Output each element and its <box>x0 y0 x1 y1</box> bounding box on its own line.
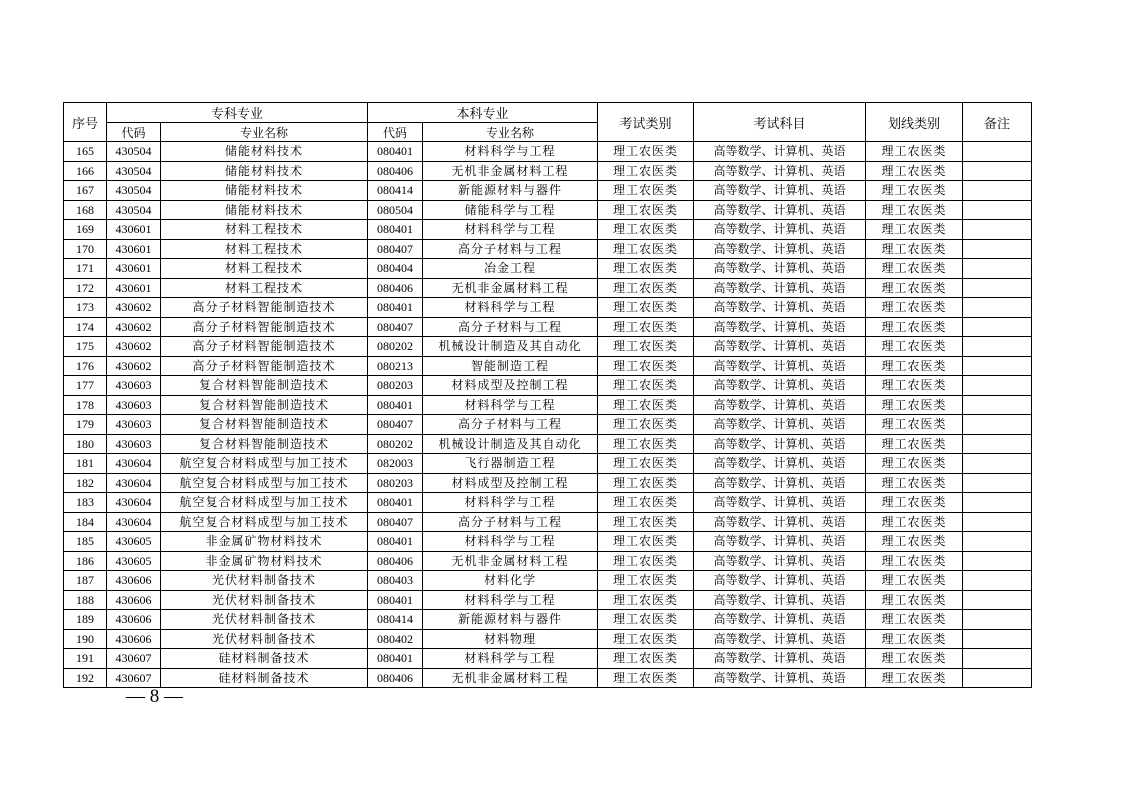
table-row <box>64 551 1032 571</box>
cell-zhuanke-name: 材料工程技术 <box>161 239 368 259</box>
cell-cutoff-category: 理工农医类 <box>866 220 963 240</box>
cell-cutoff-category: 理工农医类 <box>866 278 963 298</box>
cell-exam-subjects: 高等数学、计算机、英语 <box>694 532 866 552</box>
cell-exam-category: 理工农医类 <box>598 395 694 415</box>
cell-cutoff-category: 理工农医类 <box>866 512 963 532</box>
cell-cutoff-category: 理工农医类 <box>866 376 963 396</box>
cell-exam-category: 理工农医类 <box>598 220 694 240</box>
cell-exam-category: 理工农医类 <box>598 356 694 376</box>
cell-zhuanke-code: 430604 <box>107 454 161 474</box>
table-row <box>64 532 1032 552</box>
cell-exam-subjects: 高等数学、计算机、英语 <box>694 356 866 376</box>
cell-exam-category: 理工农医类 <box>598 298 694 318</box>
cell-exam-subjects: 高等数学、计算机、英语 <box>694 590 866 610</box>
cell-zhuanke-name: 储能材料技术 <box>161 161 368 181</box>
cell-remark <box>963 181 1032 201</box>
cell-benke-name: 材料科学与工程 <box>423 590 598 610</box>
cell-seq: 172 <box>64 278 107 298</box>
cell-remark <box>963 200 1032 220</box>
cell-zhuanke-code: 430604 <box>107 473 161 493</box>
cell-seq: 182 <box>64 473 107 493</box>
cell-zhuanke-code: 430601 <box>107 220 161 240</box>
cell-remark <box>963 337 1032 357</box>
cell-remark <box>963 298 1032 318</box>
cell-benke-code: 080406 <box>368 668 423 688</box>
cell-zhuanke-code: 430604 <box>107 493 161 513</box>
cell-cutoff-category: 理工农医类 <box>866 395 963 415</box>
cell-benke-code: 080414 <box>368 610 423 630</box>
cell-seq: 168 <box>64 200 107 220</box>
cell-exam-category: 理工农医类 <box>598 181 694 201</box>
cell-remark <box>963 278 1032 298</box>
cell-remark <box>963 512 1032 532</box>
cell-zhuanke-code: 430605 <box>107 532 161 552</box>
cell-exam-subjects: 高等数学、计算机、英语 <box>694 376 866 396</box>
cell-remark <box>963 473 1032 493</box>
table-row <box>64 473 1032 493</box>
cell-remark <box>963 142 1032 162</box>
header-benke-group: 本科专业 <box>368 103 598 123</box>
cell-remark <box>963 220 1032 240</box>
cell-exam-subjects: 高等数学、计算机、英语 <box>694 512 866 532</box>
cell-benke-name: 无机非金属材料工程 <box>423 668 598 688</box>
cell-exam-category: 理工农医类 <box>598 454 694 474</box>
cell-zhuanke-code: 430603 <box>107 434 161 454</box>
cell-zhuanke-name: 复合材料智能制造技术 <box>161 376 368 396</box>
cell-exam-category: 理工农医类 <box>598 649 694 669</box>
cell-zhuanke-code: 430504 <box>107 200 161 220</box>
cell-zhuanke-name: 硅材料制备技术 <box>161 668 368 688</box>
cell-benke-code: 080401 <box>368 142 423 162</box>
table-row <box>64 161 1032 181</box>
cell-exam-subjects: 高等数学、计算机、英语 <box>694 473 866 493</box>
cell-remark <box>963 532 1032 552</box>
table-row <box>64 493 1032 513</box>
table-row <box>64 454 1032 474</box>
cell-zhuanke-name: 航空复合材料成型与加工技术 <box>161 473 368 493</box>
table-row <box>64 278 1032 298</box>
cell-zhuanke-name: 复合材料智能制造技术 <box>161 434 368 454</box>
cell-exam-category: 理工农医类 <box>598 434 694 454</box>
header-zhuanke-name: 专业名称 <box>161 123 368 142</box>
cell-cutoff-category: 理工农医类 <box>866 551 963 571</box>
header-zhuanke-code: 代码 <box>107 123 161 142</box>
cell-seq: 179 <box>64 415 107 435</box>
cell-benke-code: 080401 <box>368 395 423 415</box>
cell-benke-code: 080406 <box>368 551 423 571</box>
cell-cutoff-category: 理工农医类 <box>866 142 963 162</box>
cell-benke-code: 080406 <box>368 278 423 298</box>
table-row <box>64 629 1032 649</box>
table-row <box>64 259 1032 279</box>
cell-benke-name: 无机非金属材料工程 <box>423 551 598 571</box>
cell-zhuanke-code: 430607 <box>107 649 161 669</box>
cell-remark <box>963 629 1032 649</box>
page-number: — 8 — <box>126 686 183 707</box>
cell-zhuanke-code: 430603 <box>107 395 161 415</box>
cell-exam-subjects: 高等数学、计算机、英语 <box>694 668 866 688</box>
cell-exam-subjects: 高等数学、计算机、英语 <box>694 649 866 669</box>
cell-remark <box>963 493 1032 513</box>
cell-zhuanke-name: 复合材料智能制造技术 <box>161 415 368 435</box>
cell-exam-subjects: 高等数学、计算机、英语 <box>694 200 866 220</box>
cell-exam-category: 理工农医类 <box>598 629 694 649</box>
cell-benke-name: 新能源材料与器件 <box>423 181 598 201</box>
cell-seq: 171 <box>64 259 107 279</box>
table-row <box>64 571 1032 591</box>
cell-exam-subjects: 高等数学、计算机、英语 <box>694 142 866 162</box>
cell-zhuanke-code: 430504 <box>107 142 161 162</box>
cell-zhuanke-name: 光伏材料制备技术 <box>161 590 368 610</box>
cell-cutoff-category: 理工农医类 <box>866 571 963 591</box>
cell-remark <box>963 649 1032 669</box>
table-row <box>64 298 1032 318</box>
cell-benke-code: 080414 <box>368 181 423 201</box>
majors-table <box>63 102 1032 688</box>
cell-cutoff-category: 理工农医类 <box>866 473 963 493</box>
cell-exam-category: 理工农医类 <box>598 278 694 298</box>
cell-remark <box>963 317 1032 337</box>
cell-seq: 178 <box>64 395 107 415</box>
table-row <box>64 181 1032 201</box>
cell-benke-name: 高分子材料与工程 <box>423 415 598 435</box>
cell-seq: 180 <box>64 434 107 454</box>
cell-benke-code: 080401 <box>368 649 423 669</box>
cell-seq: 183 <box>64 493 107 513</box>
cell-benke-code: 080203 <box>368 376 423 396</box>
table-row <box>64 512 1032 532</box>
cell-benke-code: 080213 <box>368 356 423 376</box>
cell-zhuanke-name: 高分子材料智能制造技术 <box>161 337 368 357</box>
table-row <box>64 317 1032 337</box>
cell-exam-subjects: 高等数学、计算机、英语 <box>694 493 866 513</box>
cell-benke-name: 材料成型及控制工程 <box>423 376 598 396</box>
cell-exam-category: 理工农医类 <box>598 415 694 435</box>
cell-benke-name: 冶金工程 <box>423 259 598 279</box>
cell-seq: 173 <box>64 298 107 318</box>
cell-benke-code: 080407 <box>368 317 423 337</box>
cell-cutoff-category: 理工农医类 <box>866 161 963 181</box>
cell-seq: 191 <box>64 649 107 669</box>
header-seq: 序号 <box>64 103 107 142</box>
cell-zhuanke-code: 430603 <box>107 376 161 396</box>
cell-exam-subjects: 高等数学、计算机、英语 <box>694 220 866 240</box>
cell-exam-subjects: 高等数学、计算机、英语 <box>694 317 866 337</box>
cell-benke-name: 飞行器制造工程 <box>423 454 598 474</box>
cell-zhuanke-name: 航空复合材料成型与加工技术 <box>161 493 368 513</box>
cell-exam-subjects: 高等数学、计算机、英语 <box>694 454 866 474</box>
table-row <box>64 376 1032 396</box>
cell-zhuanke-code: 430605 <box>107 551 161 571</box>
cell-remark <box>963 668 1032 688</box>
cell-zhuanke-code: 430602 <box>107 337 161 357</box>
cell-benke-code: 080202 <box>368 337 423 357</box>
cell-cutoff-category: 理工农医类 <box>866 337 963 357</box>
cell-seq: 169 <box>64 220 107 240</box>
header-cutoff-category: 划线类别 <box>866 103 963 142</box>
table-body <box>64 142 1032 688</box>
cell-zhuanke-code: 430601 <box>107 239 161 259</box>
cell-remark <box>963 376 1032 396</box>
cell-seq: 184 <box>64 512 107 532</box>
cell-exam-subjects: 高等数学、计算机、英语 <box>694 337 866 357</box>
cell-benke-name: 材料物理 <box>423 629 598 649</box>
cell-benke-name: 机械设计制造及其自动化 <box>423 337 598 357</box>
cell-benke-name: 高分子材料与工程 <box>423 239 598 259</box>
cell-zhuanke-code: 430606 <box>107 590 161 610</box>
cell-exam-category: 理工农医类 <box>598 571 694 591</box>
cell-zhuanke-code: 430504 <box>107 161 161 181</box>
cell-seq: 189 <box>64 610 107 630</box>
cell-zhuanke-name: 高分子材料智能制造技术 <box>161 298 368 318</box>
cell-seq: 181 <box>64 454 107 474</box>
cell-exam-subjects: 高等数学、计算机、英语 <box>694 629 866 649</box>
cell-remark <box>963 434 1032 454</box>
cell-cutoff-category: 理工农医类 <box>866 200 963 220</box>
cell-zhuanke-name: 储能材料技术 <box>161 181 368 201</box>
cell-benke-name: 无机非金属材料工程 <box>423 161 598 181</box>
cell-seq: 176 <box>64 356 107 376</box>
cell-seq: 175 <box>64 337 107 357</box>
cell-benke-code: 080402 <box>368 629 423 649</box>
table-row <box>64 649 1032 669</box>
cell-exam-subjects: 高等数学、计算机、英语 <box>694 571 866 591</box>
cell-zhuanke-name: 复合材料智能制造技术 <box>161 395 368 415</box>
cell-exam-subjects: 高等数学、计算机、英语 <box>694 181 866 201</box>
cell-exam-category: 理工农医类 <box>598 142 694 162</box>
cell-benke-code: 080403 <box>368 571 423 591</box>
cell-seq: 185 <box>64 532 107 552</box>
cell-cutoff-category: 理工农医类 <box>866 356 963 376</box>
cell-zhuanke-code: 430602 <box>107 317 161 337</box>
cell-zhuanke-name: 高分子材料智能制造技术 <box>161 356 368 376</box>
cell-cutoff-category: 理工农医类 <box>866 454 963 474</box>
header-zhuanke-group: 专科专业 <box>107 103 368 123</box>
cell-exam-subjects: 高等数学、计算机、英语 <box>694 278 866 298</box>
cell-benke-name: 材料科学与工程 <box>423 395 598 415</box>
cell-zhuanke-name: 材料工程技术 <box>161 278 368 298</box>
cell-zhuanke-name: 非金属矿物材料技术 <box>161 551 368 571</box>
cell-cutoff-category: 理工农医类 <box>866 181 963 201</box>
cell-zhuanke-code: 430607 <box>107 668 161 688</box>
cell-remark <box>963 161 1032 181</box>
cell-exam-subjects: 高等数学、计算机、英语 <box>694 298 866 318</box>
cell-exam-category: 理工农医类 <box>598 337 694 357</box>
cell-benke-code: 080504 <box>368 200 423 220</box>
cell-seq: 177 <box>64 376 107 396</box>
cell-zhuanke-name: 材料工程技术 <box>161 220 368 240</box>
cell-remark <box>963 356 1032 376</box>
cell-remark <box>963 590 1032 610</box>
cell-zhuanke-code: 430606 <box>107 571 161 591</box>
cell-remark <box>963 239 1032 259</box>
cell-exam-category: 理工农医类 <box>598 200 694 220</box>
cell-seq: 190 <box>64 629 107 649</box>
cell-zhuanke-name: 硅材料制备技术 <box>161 649 368 669</box>
cell-remark <box>963 571 1032 591</box>
table-row <box>64 668 1032 688</box>
cell-benke-name: 材料科学与工程 <box>423 220 598 240</box>
cell-benke-name: 材料科学与工程 <box>423 532 598 552</box>
cell-remark <box>963 395 1032 415</box>
cell-zhuanke-code: 430604 <box>107 512 161 532</box>
cell-zhuanke-code: 430602 <box>107 356 161 376</box>
cell-remark <box>963 259 1032 279</box>
cell-exam-category: 理工农医类 <box>598 493 694 513</box>
cell-exam-category: 理工农医类 <box>598 532 694 552</box>
cell-exam-category: 理工农医类 <box>598 239 694 259</box>
cell-exam-category: 理工农医类 <box>598 317 694 337</box>
table-row <box>64 395 1032 415</box>
cell-zhuanke-code: 430601 <box>107 259 161 279</box>
cell-exam-category: 理工农医类 <box>598 512 694 532</box>
table-row <box>64 142 1032 162</box>
cell-seq: 188 <box>64 590 107 610</box>
cell-cutoff-category: 理工农医类 <box>866 415 963 435</box>
cell-zhuanke-name: 储能材料技术 <box>161 142 368 162</box>
table-row <box>64 434 1032 454</box>
cell-exam-subjects: 高等数学、计算机、英语 <box>694 415 866 435</box>
cell-exam-category: 理工农医类 <box>598 668 694 688</box>
cell-seq: 186 <box>64 551 107 571</box>
cell-zhuanke-name: 材料工程技术 <box>161 259 368 279</box>
cell-cutoff-category: 理工农医类 <box>866 649 963 669</box>
table-header <box>64 103 1032 142</box>
cell-zhuanke-code: 430602 <box>107 298 161 318</box>
cell-seq: 192 <box>64 668 107 688</box>
header-benke-code: 代码 <box>368 123 423 142</box>
table-row <box>64 337 1032 357</box>
header-exam-category: 考试类别 <box>598 103 694 142</box>
cell-seq: 170 <box>64 239 107 259</box>
cell-benke-code: 080401 <box>368 532 423 552</box>
cell-benke-name: 材料科学与工程 <box>423 649 598 669</box>
table-row <box>64 220 1032 240</box>
cell-zhuanke-name: 航空复合材料成型与加工技术 <box>161 512 368 532</box>
cell-zhuanke-name: 储能材料技术 <box>161 200 368 220</box>
cell-benke-name: 高分子材料与工程 <box>423 512 598 532</box>
cell-cutoff-category: 理工农医类 <box>866 434 963 454</box>
cell-cutoff-category: 理工农医类 <box>866 493 963 513</box>
header-exam-subjects: 考试科目 <box>694 103 866 142</box>
cell-zhuanke-code: 430606 <box>107 629 161 649</box>
cell-cutoff-category: 理工农医类 <box>866 668 963 688</box>
cell-benke-code: 080406 <box>368 161 423 181</box>
cell-benke-name: 材料化学 <box>423 571 598 591</box>
cell-benke-name: 材料成型及控制工程 <box>423 473 598 493</box>
cell-exam-category: 理工农医类 <box>598 259 694 279</box>
cell-benke-code: 080401 <box>368 220 423 240</box>
cell-cutoff-category: 理工农医类 <box>866 317 963 337</box>
cell-exam-subjects: 高等数学、计算机、英语 <box>694 610 866 630</box>
cell-benke-code: 080407 <box>368 239 423 259</box>
cell-cutoff-category: 理工农医类 <box>866 629 963 649</box>
cell-cutoff-category: 理工农医类 <box>866 532 963 552</box>
cell-zhuanke-name: 光伏材料制备技术 <box>161 571 368 591</box>
cell-benke-code: 080401 <box>368 590 423 610</box>
cell-zhuanke-code: 430504 <box>107 181 161 201</box>
table-row <box>64 356 1032 376</box>
cell-benke-name: 新能源材料与器件 <box>423 610 598 630</box>
cell-benke-name: 储能科学与工程 <box>423 200 598 220</box>
cell-seq: 167 <box>64 181 107 201</box>
table-row <box>64 590 1032 610</box>
header-remarks: 备注 <box>963 103 1032 142</box>
cell-benke-name: 无机非金属材料工程 <box>423 278 598 298</box>
cell-cutoff-category: 理工农医类 <box>866 590 963 610</box>
cell-seq: 174 <box>64 317 107 337</box>
cell-zhuanke-name: 航空复合材料成型与加工技术 <box>161 454 368 474</box>
cell-exam-category: 理工农医类 <box>598 376 694 396</box>
cell-benke-name: 智能制造工程 <box>423 356 598 376</box>
cell-exam-subjects: 高等数学、计算机、英语 <box>694 395 866 415</box>
cell-cutoff-category: 理工农医类 <box>866 298 963 318</box>
cell-exam-subjects: 高等数学、计算机、英语 <box>694 259 866 279</box>
cell-benke-code: 080401 <box>368 298 423 318</box>
cell-exam-subjects: 高等数学、计算机、英语 <box>694 434 866 454</box>
cell-seq: 166 <box>64 161 107 181</box>
cell-cutoff-category: 理工农医类 <box>866 610 963 630</box>
cell-benke-name: 高分子材料与工程 <box>423 317 598 337</box>
cell-cutoff-category: 理工农医类 <box>866 239 963 259</box>
cell-remark <box>963 551 1032 571</box>
cell-exam-category: 理工农医类 <box>598 590 694 610</box>
cell-remark <box>963 610 1032 630</box>
cell-exam-category: 理工农医类 <box>598 161 694 181</box>
cell-benke-code: 082003 <box>368 454 423 474</box>
table-row <box>64 610 1032 630</box>
table-row <box>64 415 1032 435</box>
cell-benke-code: 080404 <box>368 259 423 279</box>
cell-exam-category: 理工农医类 <box>598 473 694 493</box>
cell-benke-name: 材料科学与工程 <box>423 298 598 318</box>
cell-seq: 187 <box>64 571 107 591</box>
cell-zhuanke-code: 430601 <box>107 278 161 298</box>
cell-benke-code: 080401 <box>368 493 423 513</box>
cell-benke-name: 机械设计制造及其自动化 <box>423 434 598 454</box>
cell-remark <box>963 454 1032 474</box>
header-benke-name: 专业名称 <box>423 123 598 142</box>
cell-benke-code: 080407 <box>368 512 423 532</box>
cell-benke-code: 080407 <box>368 415 423 435</box>
table-row <box>64 200 1032 220</box>
cell-exam-subjects: 高等数学、计算机、英语 <box>694 161 866 181</box>
cell-exam-subjects: 高等数学、计算机、英语 <box>694 551 866 571</box>
cell-exam-category: 理工农医类 <box>598 610 694 630</box>
table-row <box>64 239 1032 259</box>
cell-exam-subjects: 高等数学、计算机、英语 <box>694 239 866 259</box>
cell-benke-code: 080203 <box>368 473 423 493</box>
cell-exam-category: 理工农医类 <box>598 551 694 571</box>
cell-remark <box>963 415 1032 435</box>
cell-seq: 165 <box>64 142 107 162</box>
cell-zhuanke-code: 430606 <box>107 610 161 630</box>
cell-zhuanke-name: 非金属矿物材料技术 <box>161 532 368 552</box>
cell-benke-name: 材料科学与工程 <box>423 142 598 162</box>
cell-benke-code: 080202 <box>368 434 423 454</box>
cell-zhuanke-name: 光伏材料制备技术 <box>161 610 368 630</box>
cell-zhuanke-code: 430603 <box>107 415 161 435</box>
cell-zhuanke-name: 光伏材料制备技术 <box>161 629 368 649</box>
cell-benke-name: 材料科学与工程 <box>423 493 598 513</box>
cell-zhuanke-name: 高分子材料智能制造技术 <box>161 317 368 337</box>
cell-cutoff-category: 理工农医类 <box>866 259 963 279</box>
